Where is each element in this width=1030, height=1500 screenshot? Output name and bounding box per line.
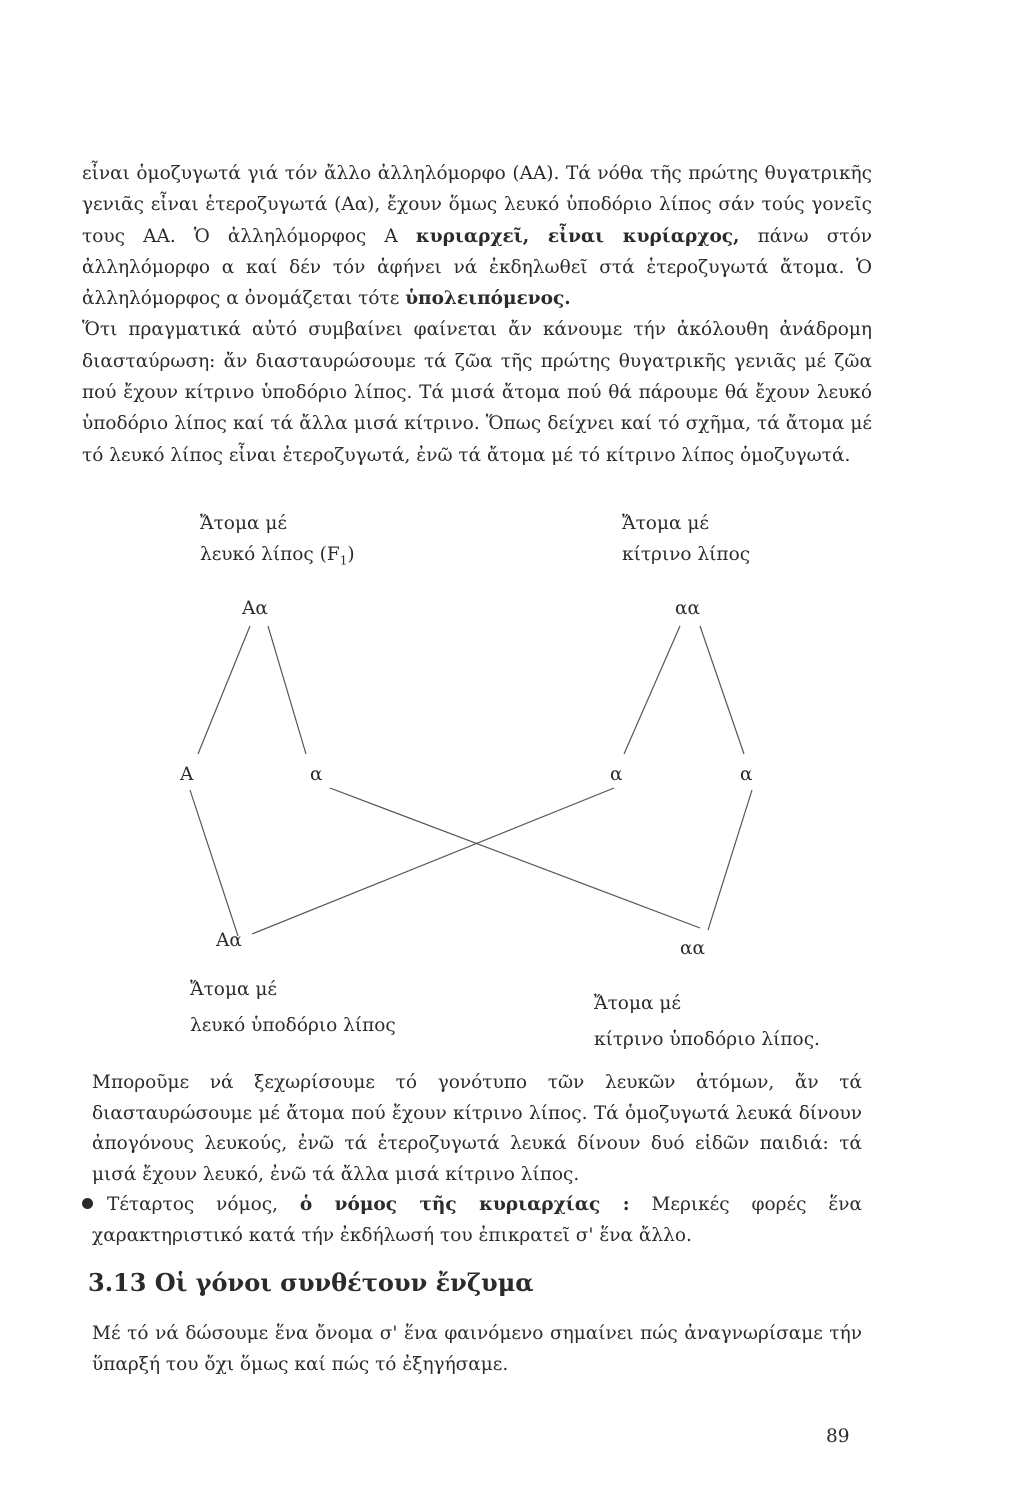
parent-left-label [200,508,355,577]
gamete-right-a-1: α [610,764,623,785]
genotype-text: Μποροῦμε νά ξεχωρίσουμε τό γονότυπο τῶν λευκῶν ἀτόμων, ἄν τά διασταυρώσουμε μέ ἄτομα πού ἔχουν κίτρινο λίπος. Τά ὁμοζυγωτά λευκά δίνουν ἀπογόνους λευκούς, ἐνῶ τά ἑτεροζυγωτά λευκά δίνουν δυό εἰδῶν παιδιά: τά μισά ἔχουν λευκό, ἐνῶ τά ἄλλα μισά κίτρινο λίπος. [92,1072,862,1185]
line-a-right2-to-offspring-right [708,790,752,930]
bullet-icon [82,1198,93,1209]
gamete-left-a: α [310,764,323,785]
offspring-right-label-line-1: Ἄτομα μέ [594,993,681,1014]
intro-text-part-b: πάνω στόν ἀλληλόμορφο α καί δέν τόν ἀφήνει νά ἐκδηλωθεῖ στά ἑτεροζυγωτά ἄτομα. Ὁ ἀλληλόμορφος α ὀνομάζεται τότε [82,225,872,310]
genotype-paragraph [92,1068,862,1251]
parent-left-label-line-2 [200,539,355,577]
line-a-right-to-offspring-left [252,788,614,934]
parent-left-genotype: Αα [242,598,268,619]
term-dominant: κυριαρχεῖ, εἶναι κυρίαρχος, [415,225,740,247]
law-text: Μερικές φορές ἕνα χαρακτηριστικό κατά τήν ἐκδήλωσή του ἐπικρατεῖ σ' ἕνα ἄλλο. [92,1194,863,1246]
line-parent-right-to-a2 [700,626,744,754]
parent-right-label-line-2: κίτρινο λίπος [622,544,751,565]
term-recessive: ὑπολειπόμενος. [405,288,571,310]
gamete-left-A: Α [180,764,194,785]
f1-subscript: 1 [339,553,348,568]
law-of-dominance [92,1190,862,1251]
line-parent-left-to-A [198,626,250,754]
offspring-right-label-line-2: κίτρινο ὑποδόριο λίπος. [594,1029,820,1050]
line-A-to-offspring-left [190,790,238,936]
offspring-left-label [190,974,396,1041]
parent-left-label-close: ) [347,544,355,565]
line-parent-right-to-a1 [624,626,680,754]
parent-left-label-line-1: Ἄτομα μέ [200,513,287,534]
offspring-right-genotype: αα [680,938,705,959]
offspring-right-label [594,988,820,1055]
section-text: Μέ τό νά δώσουμε ἕνα ὄνομα σ' ἕνα φαινόμενο σημαίνει πώς ἀναγνωρίσαμε τήν ὕπαρξή του ὄχι ὅμως καί πώς τό ἐξηγήσαμε. [92,1323,862,1375]
section-heading: 3.13 Οἱ γόνοι συνθέτουν ἔνζυμα [88,1268,534,1297]
line-a-left-to-offspring-right [330,788,700,928]
parent-left-label-text: λευκό λίπος (F [200,544,340,565]
line-parent-left-to-a [268,626,306,754]
parent-right-genotype: αα [675,598,700,619]
intro-text-part-a: εἶναι ὁμοζυγωτά γιά τόν ἄλλο ἀλληλόμορφο (ΑΑ). Τά νόθα τῆς πρώτης θυγατρικῆς γενιᾶς εἶναι ἑτεροζυγωτά (Αα), ἔχουν ὅμως λευκό ὑποδόριο λίπος σάν τούς γονεῖς τους ΑΑ. Ὁ ἀλληλόμορφος Α [82,163,872,247]
parent-right-label [622,508,750,570]
offspring-left-label-line-2: λευκό ὑποδόριο λίπος [190,1015,396,1036]
gamete-right-a-2: α [740,764,753,785]
offspring-left-genotype: Αα [216,930,242,951]
section-paragraph [92,1318,862,1380]
law-intro: Τέταρτος νόμος, [107,1194,300,1215]
page-number: 89 [826,1426,850,1447]
offspring-left-label-line-1: Ἄτομα μέ [190,979,277,1000]
law-title: ὁ νόμος τῆς κυριαρχίας : [299,1194,630,1215]
backcross-text: Ὅτι πραγματικά αὐτό συμβαίνει φαίνεται ἄν κάνουμε τήν ἀκόλουθη ἀνάδρομη διασταύρωση: ἄν διασταυρώσουμε τά ζῶα τῆς πρώτης θυγατρικῆς γενιᾶς μέ ζῶα πού ἔχουν κίτρινο ὑποδόριο λίπος. Τά μισά ἄτομα πού θά πάρουμε θά ἔχουν λευκό ὑποδόριο λίπος καί τά ἄλλα μισά κίτρινο. Ὅπως δείχνει καί τό σχῆμα, τά ἄτομα μέ τό λευκό λίπος εἶναι ἑτεροζυγωτά, ἐνῶ τά ἄτομα μέ τό κίτρινο λίπος ὁμοζυγωτά. [82,319,872,466]
parent-right-label-line-1: Ἄτομα μέ [622,513,709,534]
